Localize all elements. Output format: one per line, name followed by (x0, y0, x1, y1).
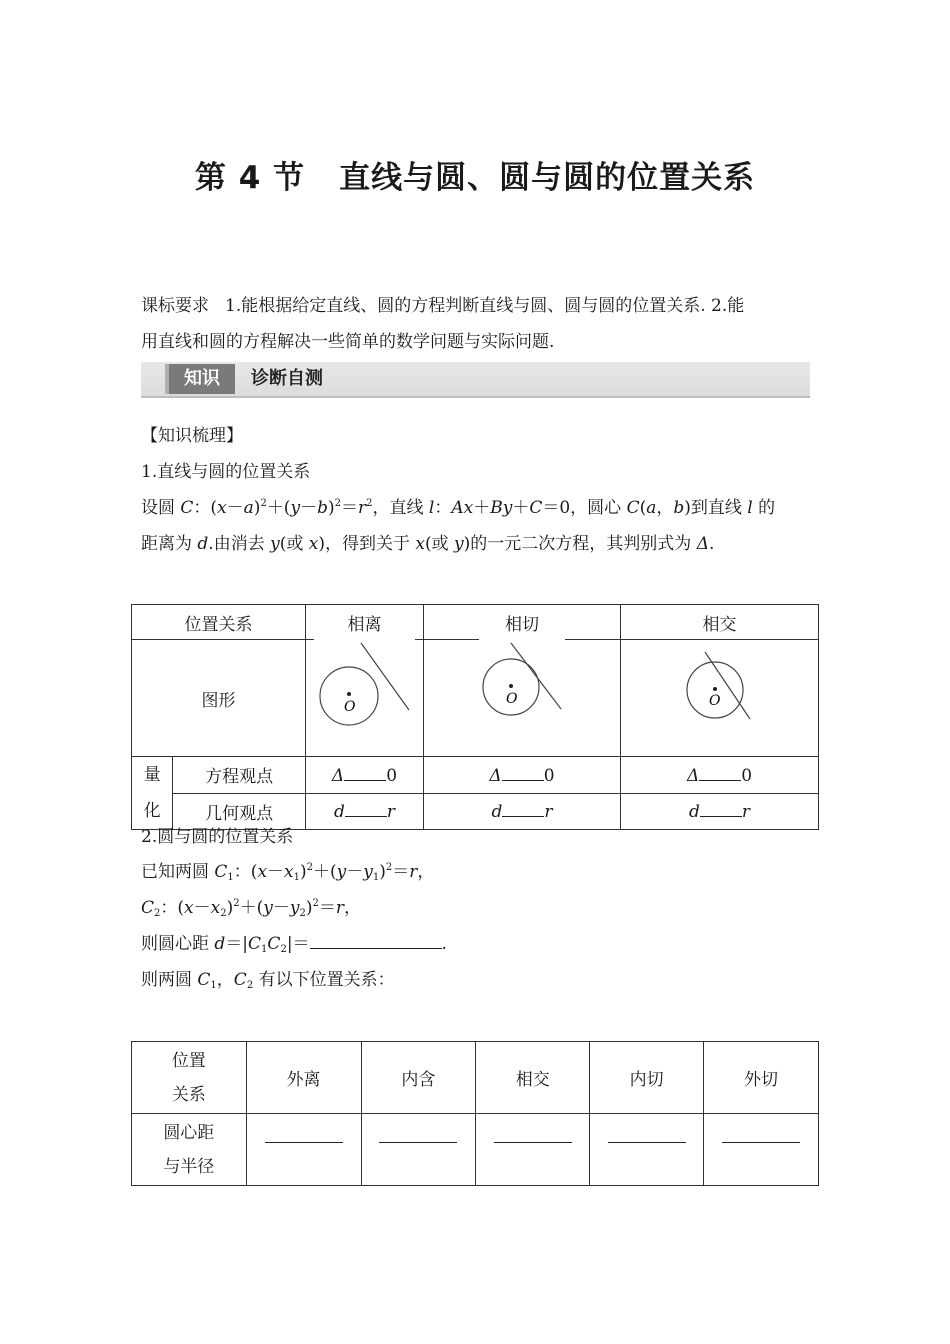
geometry-view-label: 几何观点 (173, 793, 306, 830)
figure-label: 图形 (132, 640, 306, 757)
requirement-line-2: 用直线和圆的方程解决一些简单的数学问题与实际问题. (141, 332, 555, 352)
geometry-intersect: d r (620, 793, 818, 830)
knowledge-header: 【知识梳理】 (141, 426, 243, 446)
svg-text:O: O (343, 699, 356, 715)
figure-intersect (620, 640, 818, 757)
equation-view-label: 方程观点 (173, 757, 306, 794)
circle-intersect-diagram (621, 640, 818, 751)
item1-heading: 1.直线与圆的位置关系 (141, 462, 311, 482)
item2-heading: 2.圆与圆的位置关系 (141, 827, 294, 847)
quantify-label: 量 化 (132, 757, 173, 830)
header-tangent: 相切 (423, 605, 620, 640)
geometry-separate: d r (305, 793, 423, 830)
section-banner (141, 362, 810, 398)
header-intersect: 相交 (620, 605, 818, 640)
table-row (132, 757, 819, 794)
page-title (0, 152, 950, 197)
table-row (132, 1114, 819, 1186)
banner-text: 诊断自测 (251, 368, 323, 389)
header-contained: 内含 (361, 1042, 476, 1114)
circle-tangent-diagram (424, 640, 620, 751)
blank-cell (246, 1114, 361, 1186)
header-separate: 相离 (305, 605, 423, 640)
curriculum-requirement (141, 288, 821, 360)
header-position-relation: 位置 关系 (132, 1042, 247, 1114)
geometry-tangent: d r (423, 793, 620, 830)
equation-intersect: Δ 0 (620, 757, 818, 794)
circle-circle-table (131, 1041, 819, 1186)
svg-text:O: O (505, 691, 518, 707)
requirement-label: 课标要求 (141, 296, 209, 316)
requirement-line-1: 1.能根据给定直线、圆的方程判断直线与圆、圆与圆的位置关系. 2.能 (225, 296, 745, 316)
table-row (132, 640, 819, 757)
distance-radius-label: 圆心距 与半径 (132, 1114, 247, 1186)
header-external-tangent: 外切 (704, 1042, 819, 1114)
header-intersecting: 相交 (476, 1042, 590, 1114)
header-position: 位置关系 (132, 605, 306, 640)
section-number: 第 4 节 (194, 160, 306, 196)
two-circles-setup: 已知两圆 $C_1$：$(x-x_1)^2+(y-y_1)^2=r$， $C_2$：$(x-x_2)^2+(y-y_2)^2=r$， 则圆心距 $d=|C_1C_2|=$ . 则两圆 $C_1$，$C_2$ 有以下位置关系： (141, 862, 447, 991)
svg-text:O: O (708, 693, 721, 709)
line-circle-setup: 设圆 C：$(x-a)^2+(y-b)^2=r^2$，直线 l：Ax＋By＋C＝0，圆心 C(a，b)到直线 l 的 距离为 d.由消去 y(或 x)，得到关于 x(或 y)的一元二次方程，其判别式为 Δ. (141, 498, 776, 554)
header-external-separate: 外离 (246, 1042, 361, 1114)
equation-separate: Δ 0 (305, 757, 423, 794)
banner-tag: 知识 (169, 364, 235, 394)
blank-cell (361, 1114, 476, 1186)
equation-tangent: Δ 0 (423, 757, 620, 794)
table-row (132, 605, 819, 640)
figure-separate (305, 640, 423, 757)
blank-cell (704, 1114, 819, 1186)
blank-cell (590, 1114, 704, 1186)
line-circle-table (131, 604, 819, 830)
blank-cell (476, 1114, 590, 1186)
circle-separate-diagram (306, 640, 423, 751)
figure-tangent (423, 640, 620, 757)
table-row (132, 1042, 819, 1114)
section-topic: 直线与圆、圆与圆的位置关系 (339, 160, 756, 196)
header-internal-tangent: 内切 (590, 1042, 704, 1114)
